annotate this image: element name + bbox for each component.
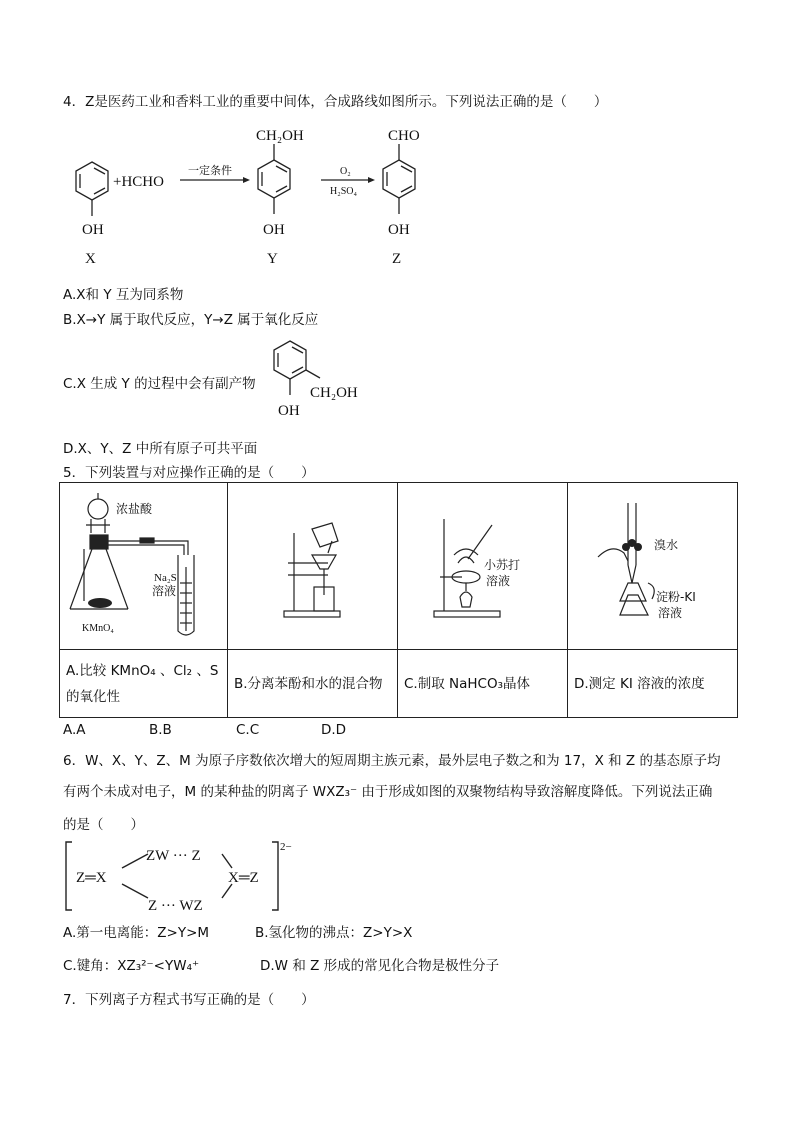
arrow1-condition: 一定条件 (188, 164, 232, 177)
q6-stem-line2: 有两个未成对电子，M 的某种盐的阴离子 WXZ₃⁻ 由于形成如图的双聚物结构导致溶解度降低。下列说法正确 (63, 784, 713, 800)
label-x: X (85, 251, 96, 267)
label-na2s: Na₂S (154, 572, 177, 584)
structure-left: Z═X (76, 870, 107, 886)
label-starch-ki: 淀粉-KI (656, 590, 696, 604)
q5-choice-c: C.C (236, 722, 260, 738)
label-solution-a: 溶液 (152, 584, 177, 598)
q5-caption-b: B.分离苯酚和水的混合物 (228, 650, 398, 718)
q4-option-a: A.X和 Y 互为同系物 (63, 287, 184, 303)
q4-option-c: C.X 生成 Y 的过程中会有副产物 (63, 376, 256, 392)
q5-image-d (568, 483, 738, 650)
molecule-z (383, 144, 415, 214)
z-cho: CHO (388, 128, 420, 144)
y-ch2oh: CH₂OH (256, 128, 304, 144)
label-y: Y (267, 251, 278, 267)
molecule-x (76, 162, 108, 216)
q4-stem: 4．Z是医药工业和香料工业的重要中间体，合成路线如图所示。下列说法正确的是（ ） (63, 94, 608, 110)
arrow2-bottom: H₂SO₄ (330, 186, 357, 197)
q5-image-b (228, 483, 398, 650)
y-oh: OH (263, 222, 285, 238)
q6-option-c: C.键角：XZ₃²⁻<YW₄⁺ (63, 958, 200, 974)
c-oh: OH (278, 403, 300, 419)
label-solution-c: 溶液 (486, 574, 511, 588)
q4-option-b: B.X→Y 属于取代反应，Y→Z 属于氧化反应 (63, 312, 319, 328)
q5-caption-d: D.测定 KI 溶液的浓度 (568, 650, 738, 718)
q5-image-a (60, 483, 228, 650)
q6-option-d: D.W 和 Z 形成的常见化合物是极性分子 (260, 958, 500, 974)
q4-option-d: D.X、Y、Z 中所有原子可共平面 (63, 441, 258, 457)
c-ch2oh: CH₂OH (310, 385, 358, 401)
label-conc-hcl: 浓盐酸 (116, 502, 153, 516)
q6-stem-line3: 的是（ ） (63, 817, 144, 833)
q5-choice-b: B.B (149, 722, 172, 738)
label-kmno4: KMnO₄ (82, 623, 114, 634)
arrow2-top: O₂ (340, 166, 351, 177)
structure-right: X═Z (228, 870, 259, 886)
q6-option-b: B.氢化物的沸点：Z>Y>X (255, 925, 413, 941)
q6-stem-line1: 6．W、X、Y、Z、M 为原子序数依次增大的短周期主族元素，最外层电子数之和为 17，X 和 Z 的基态原子均 (63, 753, 721, 769)
structure-top: ZW ··· Z (146, 848, 201, 864)
q5-stem: 5．下列装置与对应操作正确的是（ ） (63, 465, 315, 481)
q6-dimer-structure (60, 836, 310, 916)
molecule-y (258, 144, 290, 214)
structure-bottom: Z ··· WZ (148, 898, 203, 914)
label-z: Z (392, 251, 402, 267)
label-bromine-water: 溴水 (654, 538, 679, 552)
q6-option-a: A.第一电离能：Z>Y>M (63, 925, 210, 941)
q7-stem: 7．下列离子方程式书写正确的是（ ） (63, 992, 315, 1008)
q5-caption-c: C.制取 NaHCO₃晶体 (398, 650, 568, 718)
q5-caption-a: A.比较 KMnO₄ 、Cl₂ 、S 的氧化性 (60, 650, 228, 718)
x-oh: OH (82, 222, 104, 238)
q5-choice-a: A.A (63, 722, 86, 738)
q5-apparatus-table (59, 482, 738, 718)
q5-choice-d: D.D (321, 722, 347, 738)
label-solution-d: 溶液 (658, 606, 683, 620)
structure-charge: 2− (280, 841, 292, 853)
label-baking-soda: 小苏打 (484, 558, 521, 572)
z-oh: OH (388, 222, 410, 238)
q4-synthesis-scheme (58, 118, 448, 270)
q4-option-c-structure (266, 337, 376, 427)
plus-hcho: +HCHO (113, 174, 164, 190)
q5-image-c (398, 483, 568, 650)
